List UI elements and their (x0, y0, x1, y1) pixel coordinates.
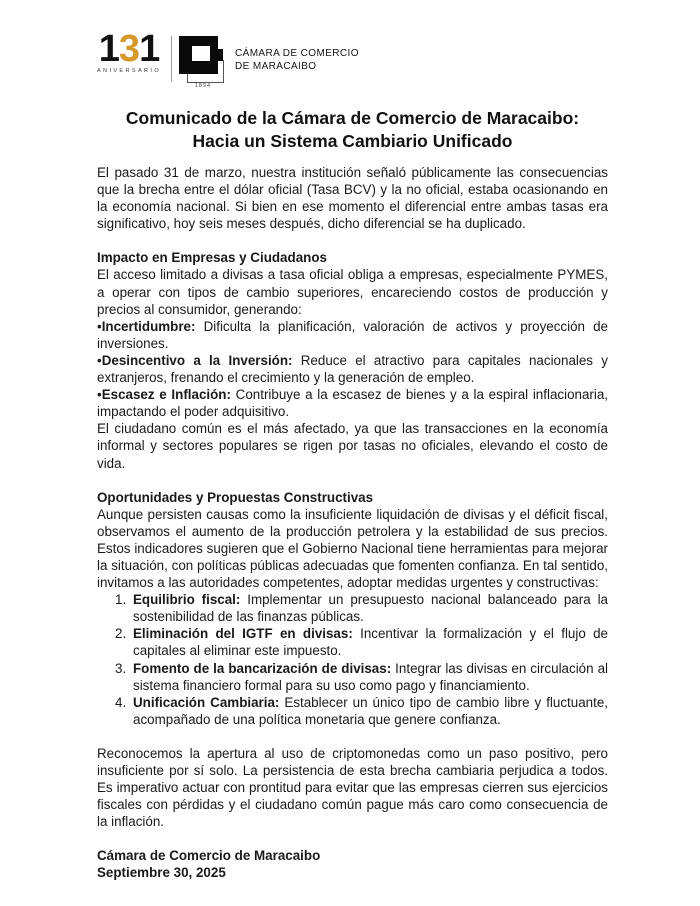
bullet-text: Reduce el atractivo para capitales nacionales y extranjeros, frenando el crecimiento y la generación de empleo. (97, 352, 608, 386)
org-name-line2: DE MARACAIBO (235, 60, 317, 72)
org-name (235, 48, 359, 73)
ciudadano-paragraph: El ciudadano común es el más afectado, ya que las transacciones en la economía informal y sectores populares se rigen por tasas no oficiales, elevando el costo de vida. (97, 421, 608, 471)
bullet-text: Contribuye a la escasez de bienes y a la espiral inflacionaria, impactando el poder adquisitivo. (97, 387, 609, 420)
proposal-body (133, 625, 608, 659)
bullet-text: Dificulta la planificación, valoración de activos y proyección de inversiones. (97, 318, 608, 351)
bullet-incertidumbre (97, 318, 608, 352)
anniversary-digit-accent: 3 (118, 28, 140, 70)
proposal-text: Implementar un presupuesto nacional balanceado para la sostenibilidad de las finanzas públicas. (133, 592, 608, 625)
closing-paragraph: Reconocemos la apertura al uso de criptomonedas como un paso positivo, pero insuficiente por sí solo. La persistencia de esta brecha cambiaria perjudica a todos. Es imperativo actuar con prontitud para evitar que las empresas cierren sus ejercicios fiscales con pérdidas y el ciudadano común pague más caro como consecuencia de la inflación. (97, 745, 608, 830)
section-heading-oportunidades: Oportunidades y Propuestas Constructivas (97, 489, 374, 505)
oportunidades-paragraph: Aunque persisten causas como la insuficiente liquidación de divisas y el déficit fiscal, observamos el aumento de la producción petrolera y la estabilidad de sus precios. Estos indicadores sugieren que el Gobierno Nacional tiene herramientas para mejorar la situación, con políticas públicas adecuadas que fomenten confianza. En tal sentido, invitamos a las autoridades competentes, adoptar medidas urgentes y constructivas: (97, 506, 608, 591)
proposal-label: Unificación Cambiaria: (133, 694, 280, 710)
bullet-escasez (97, 386, 608, 420)
document-title (97, 107, 608, 152)
proposal-equilibrio-fiscal (97, 591, 608, 625)
bullet-desincentivo (97, 352, 608, 386)
signature-org: Cámara de Comercio de Maracaibo (97, 848, 321, 864)
anniversary-number (97, 28, 161, 70)
signature-block (97, 847, 608, 881)
proposal-number: 1. (115, 592, 127, 608)
anniversary-digit: 1 (98, 28, 119, 70)
proposal-number: 4. (115, 694, 127, 710)
proposal-number: 2. (115, 626, 127, 642)
document-body (97, 164, 608, 882)
signature-date: Septiembre 30, 2025 (97, 865, 226, 881)
anniversary-digit: 1 (139, 28, 160, 70)
logo-inner-block (210, 49, 223, 61)
proposal-eliminacion-igtf (97, 625, 608, 659)
chamber-logo-icon (178, 36, 228, 94)
proposal-label: Eliminación del IGTF en divisas: (133, 626, 353, 642)
founding-year: 1894 (194, 83, 212, 89)
bullet-icon: • (97, 318, 102, 334)
bullet-icon: • (97, 352, 102, 368)
proposal-unificacion-cambiaria (97, 694, 608, 728)
proposal-label: Fomento de la bancarización de divisas: (133, 660, 392, 676)
document-title-line2: Hacia un Sistema Cambiario Unificado (192, 130, 513, 151)
bullet-label: Incertidumbre: (101, 318, 196, 334)
proposal-text: Incentivar la formalización y el flujo de capitales al eliminar este impuesto. (133, 626, 609, 659)
document-title-line1: Comunicado de la Cámara de Comercio de Maracaibo: (125, 108, 580, 128)
bullet-label: Escasez e Inflación: (101, 387, 231, 403)
anniversary-label: ANIVERSARIO (97, 68, 161, 74)
logo-divider (171, 36, 172, 82)
logo-header (97, 28, 608, 94)
proposal-body (133, 660, 608, 694)
proposal-bancarizacion (97, 660, 608, 694)
proposal-text: Integrar las divisas en circulación al sistema financiero formal para su uso como pago y financiamiento. (133, 660, 608, 693)
org-name-line1: CÁMARA DE COMERCIO (235, 48, 359, 59)
logo-notch (192, 46, 210, 61)
bullet-icon: • (97, 387, 102, 403)
proposal-label: Equilibrio fiscal: (133, 592, 241, 608)
anniversary-logo (97, 28, 161, 74)
section-heading-impacto: Impacto en Empresas y Ciudadanos (97, 250, 327, 266)
bullet-label: Desincentivo a la Inversión: (101, 352, 293, 368)
impacto-paragraph: El acceso limitado a divisas a tasa oficial obliga a empresas, especialmente PYMES, a operar con tipos de cambio superiores, encareciendo costos de producción y precios al consumidor, generando: (97, 267, 608, 317)
proposal-body (133, 694, 608, 728)
proposal-text: Establecer un único tipo de cambio libre y fluctuante, acompañado de una política monetaria que genere confianza. (133, 694, 609, 727)
proposal-body (133, 591, 608, 625)
intro-paragraph: El pasado 31 de marzo, nuestra institución señaló públicamente las consecuencias que la brecha entre el dólar oficial (Tasa BCV) y la no oficial, estaba ocasionando en la economía nacional. Si bien en ese momento el diferencial entre ambas tasas era significativo, hoy seis meses después, dicho diferencial se ha duplicado. (97, 165, 608, 232)
proposal-number: 3. (115, 660, 127, 676)
